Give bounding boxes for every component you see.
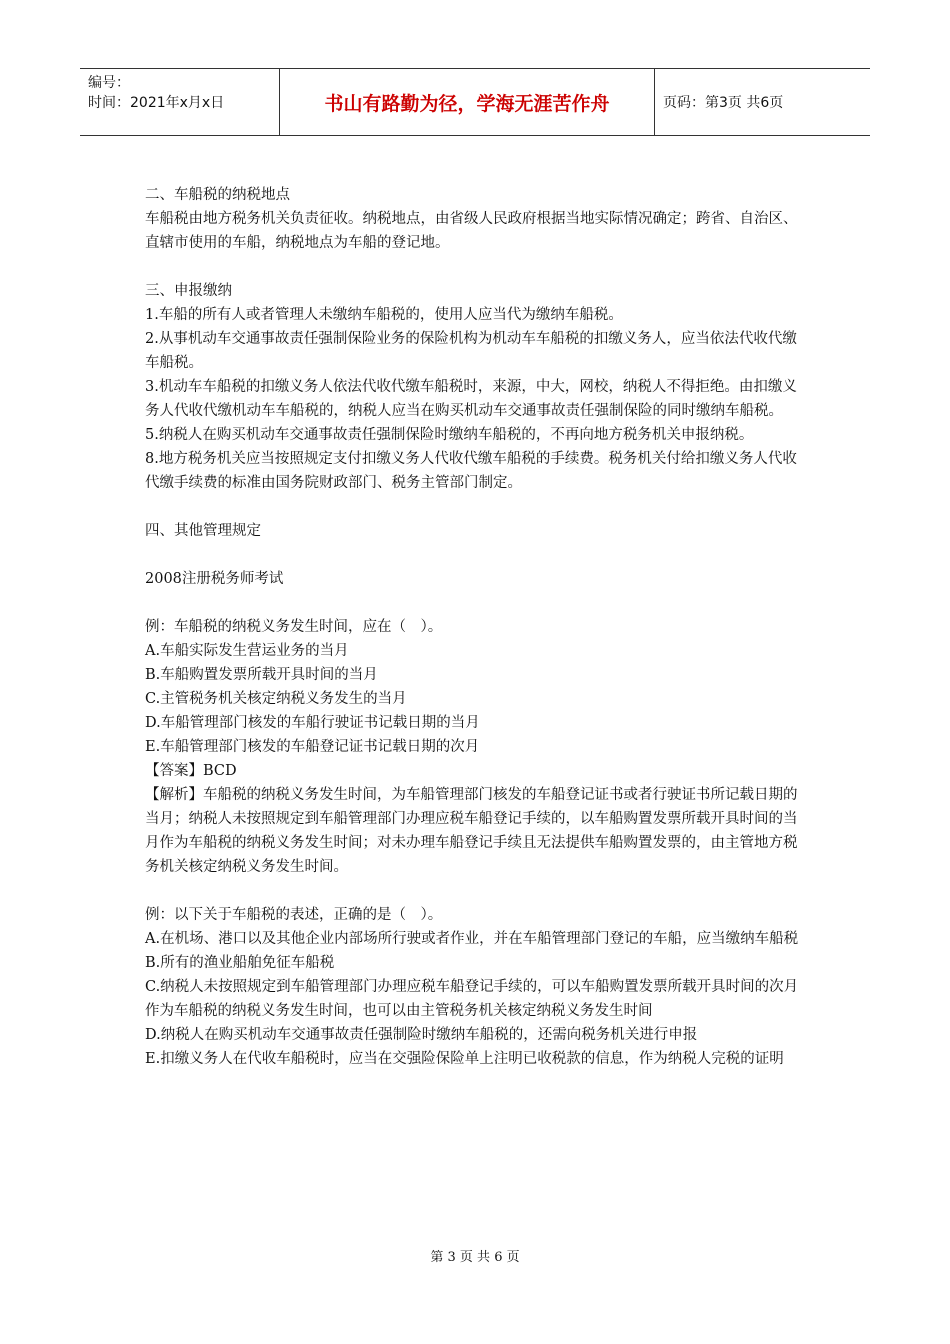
paragraph: A.在机场、港口以及其他企业内部场所行驶或者作业，并在车船管理部门登记的车船，应当缴纳车船税 [145, 931, 799, 947]
paragraph: 2.从事机动车交通事故责任强制保险业务的保险机构为机动车车船税的扣缴义务人，应当依法代收代缴车船税。 [145, 331, 797, 371]
paragraph: 三、申报缴纳 [145, 283, 232, 299]
paragraph: A.车船实际发生营运业务的当月 [145, 643, 349, 659]
paragraph: 5.纳税人在购买机动车交通事故责任强制保险时缴纳车船税的，不再向地方税务机关申报纳税。 [145, 427, 754, 443]
paragraph: D.车船管理部门核发的车船行驶证书记载日期的当月 [145, 715, 480, 731]
paragraph: 【解析】车船税的纳税义务发生时间，为车船管理部门核发的车船登记证书或者行驶证书所记载日期的当月；纳税人未按照规定到车船管理部门办理应税车船登记手续的，以车船购置发票所载开具时间的当月作为车船税的纳税义务发生时间；对未办理车船登记手续且无法提供车船购置发票的，由主管地方税务机关核定纳税义务发生时间。 [145, 787, 798, 875]
paragraph: 【答案】BCD [145, 763, 237, 779]
paragraph: 2008注册税务师考试 [145, 571, 284, 587]
paragraph: 车船税由地方税务机关负责征收。纳税地点，由省级人民政府根据当地实际情况确定；跨省、自治区、直辖市使用的车船，纳税地点为车船的登记地。 [145, 211, 798, 251]
paragraph-gap [145, 255, 810, 279]
paragraph: 二、车船税的纳税地点 [145, 187, 290, 203]
document-body [145, 183, 810, 1071]
paragraph-gap [145, 543, 810, 567]
paragraph: 四、其他管理规定 [145, 523, 261, 539]
header-motto: 书山有路勤为径，学海无涯苦作舟 [280, 69, 655, 135]
page-header [80, 68, 870, 136]
paragraph: E.扣缴义务人在代收车船税时，应当在交强险保险单上注明已收税款的信息，作为纳税人完税的证明 [145, 1051, 784, 1067]
number-label: 编号： [88, 75, 130, 91]
paragraph-gap [145, 495, 810, 519]
paragraph-gap [145, 591, 810, 615]
paragraph: C.主管税务机关核定纳税义务发生的当月 [145, 691, 407, 707]
header-meta [80, 69, 280, 135]
date-label: 时间：2021年x月x日 [88, 95, 225, 111]
paragraph: 8.地方税务机关应当按照规定支付扣缴义务人代收代缴车船税的手续费。税务机关付给扣缴义务人代收代缴手续费的标准由国务院财政部门、税务主管部门制定。 [145, 451, 797, 491]
header-page-info: 页码：第3页 共6页 [663, 95, 784, 111]
paragraph: 例：以下关于车船税的表述，正确的是（ ）。 [145, 907, 443, 923]
paragraph: B.所有的渔业船舶免征车船税 [145, 955, 335, 971]
page-footer: 第 3 页 共 6 页 [430, 1250, 520, 1265]
paragraph: 例：车船税的纳税义务发生时间，应在（ ）。 [145, 619, 443, 635]
paragraph: E.车船管理部门核发的车船登记证书记载日期的次月 [145, 739, 480, 755]
paragraph: B.车船购置发票所载开具时间的当月 [145, 667, 378, 683]
paragraph-gap [145, 879, 810, 903]
paragraph: C.纳税人未按照规定到车船管理部门办理应税车船登记手续的，可以车船购置发票所载开具时间的次月作为车船税的纳税义务发生时间，也可以由主管税务机关核定纳税义务发生时间 [145, 979, 799, 1019]
paragraph: 1.车船的所有人或者管理人未缴纳车船税的，使用人应当代为缴纳车船税。 [145, 307, 623, 323]
paragraph: 3.机动车车船税的扣缴义务人依法代收代缴车船税时，来源，中大，网校，纳税人不得拒绝。由扣缴义务人代收代缴机动车车船税的，纳税人应当在购买机动车交通事故责任强制保险的同时缴纳车船税。 [145, 379, 797, 419]
paragraph: D.纳税人在购买机动车交通事故责任强制险时缴纳车船税的，还需向税务机关进行申报 [145, 1027, 698, 1043]
